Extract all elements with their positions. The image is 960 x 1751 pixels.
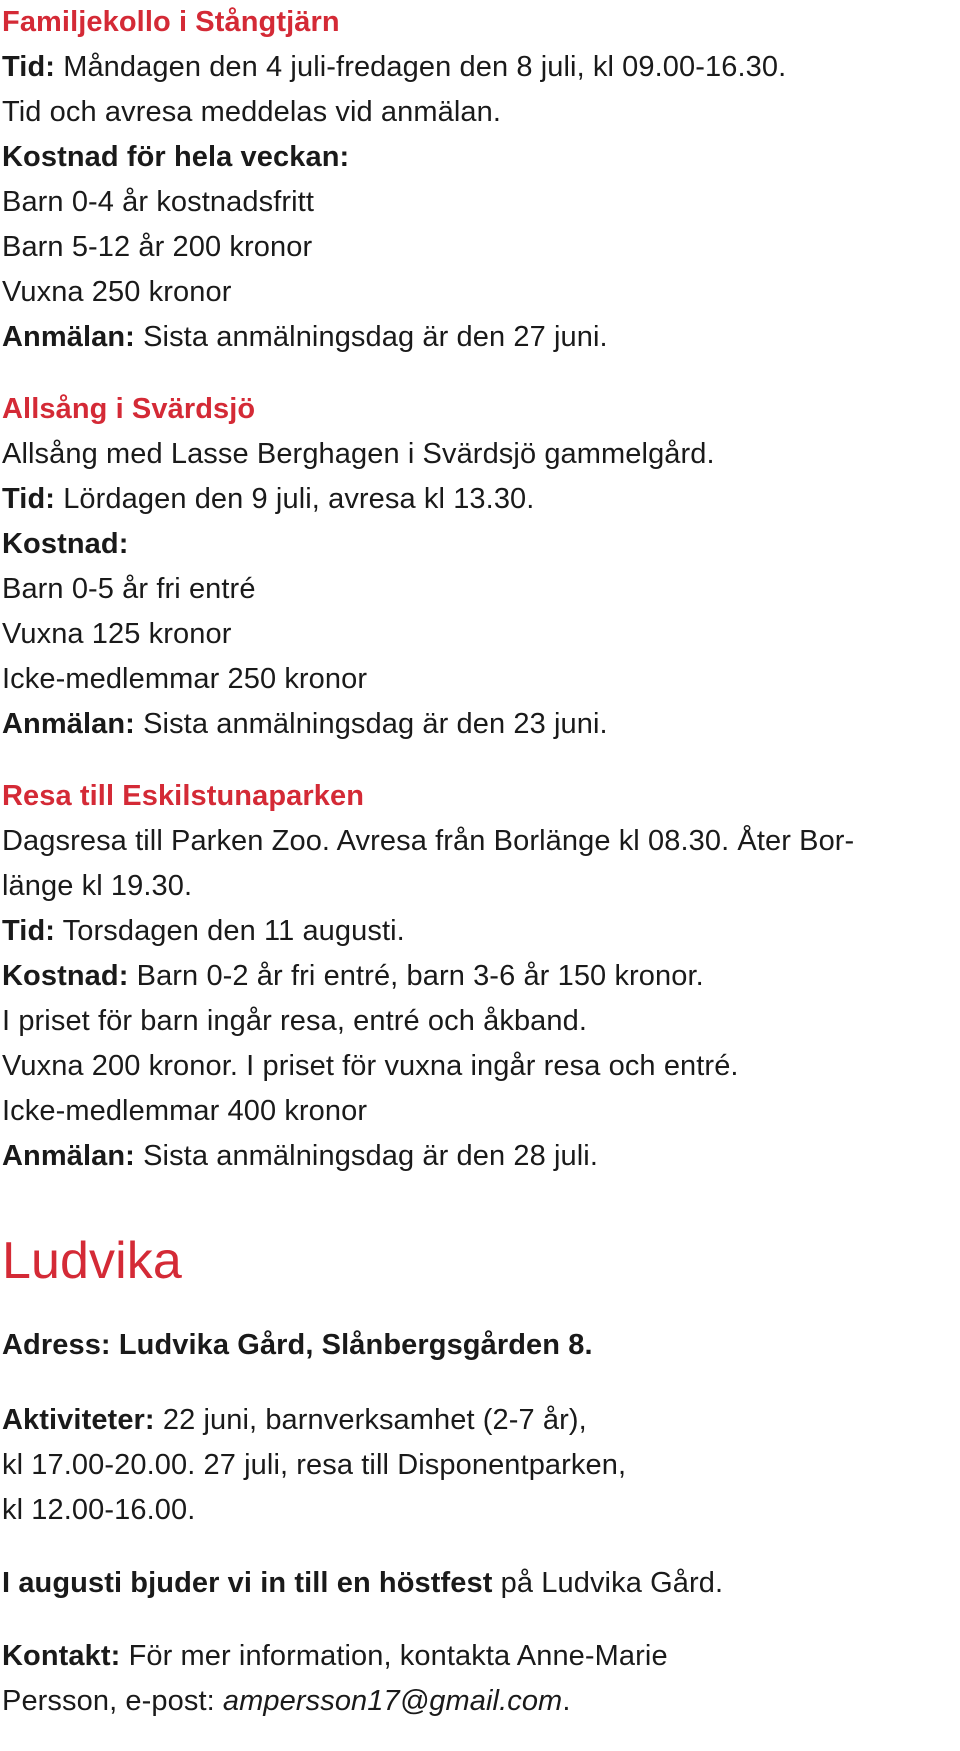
- section-heading-familjekollo: Familjekollo i Stångtjärn: [2, 6, 340, 38]
- aktiviteter-label: Aktiviteter:: [2, 1404, 155, 1436]
- cost-heading: Kostnad för hela veckan:: [2, 141, 350, 173]
- text-line: kl 17.00-20.00. 27 juli, resa till Disponentparken,: [2, 1449, 627, 1481]
- address-line: Adress: Ludvika Gård, Slånbergsgården 8.: [2, 1329, 593, 1361]
- cost-label: Kostnad:: [2, 960, 129, 992]
- anmalan-text: Sista anmälningsdag är den 23 juni.: [134, 708, 608, 740]
- kontakt-end: .: [562, 1685, 571, 1717]
- section-heading-allsang: Allsång i Svärdsjö: [2, 393, 256, 425]
- anmalan-label: Anmälan:: [2, 321, 135, 353]
- cost-item: Barn 0-5 år fri entré: [2, 573, 256, 605]
- section-heading-eskilstunaparken: Resa till Eskilstunaparken: [2, 780, 365, 812]
- cost-item: Barn 5-12 år 200 kronor: [2, 231, 313, 263]
- ludvika-title: Ludvika: [2, 1232, 182, 1290]
- anmalan-text: Sista anmälningsdag är den 27 juni.: [134, 321, 608, 353]
- cost-line: [2, 954, 952, 999]
- cost-item: Icke-medlemmar 250 kronor: [2, 663, 368, 695]
- anmalan-line: [2, 315, 952, 360]
- kontakt-email-line: [2, 1679, 952, 1724]
- cost-item: Vuxna 125 kronor: [2, 618, 232, 650]
- anmalan-label: Anmälan:: [2, 1140, 135, 1172]
- text-line: I priset för barn ingår resa, entré och åkband.: [2, 1005, 588, 1037]
- hostfest-text: på Ludvika Gård.: [492, 1567, 724, 1599]
- cost-item: Vuxna 250 kronor: [2, 276, 232, 308]
- tid-line: [2, 45, 952, 90]
- text-line: kl 12.00-16.00.: [2, 1494, 196, 1526]
- aktiviteter-text: 22 juni, barnverksamhet (2-7 år),: [154, 1404, 587, 1436]
- cost-heading: Kostnad:: [2, 528, 129, 560]
- text-line: Vuxna 200 kronor. I priset för vuxna ingår resa och entré.: [2, 1050, 739, 1082]
- text-line: Dagsresa till Parken Zoo. Avresa från Borlänge kl 08.30. Åter Bor-: [2, 825, 855, 857]
- tid-label: Tid:: [2, 915, 56, 947]
- text-line: Allsång med Lasse Berghagen i Svärdsjö gammelgård.: [2, 438, 715, 470]
- kontakt-label: Kontakt:: [2, 1640, 121, 1672]
- text-line: Icke-medlemmar 400 kronor: [2, 1095, 368, 1127]
- tid-text: Måndagen den 4 juli-fredagen den 8 juli, kl 09.00-16.30.: [55, 51, 787, 83]
- kontakt-text: För mer information, kontakta Anne-Marie: [120, 1640, 668, 1672]
- hostfest-line: [2, 1561, 952, 1606]
- tid-text: Lördagen den 9 juli, avresa kl 13.30.: [55, 483, 535, 515]
- kontakt-text: Persson, e-post:: [2, 1685, 223, 1717]
- tid-line: [2, 477, 952, 522]
- cost-item: Barn 0-4 år kostnadsfritt: [2, 186, 314, 218]
- anmalan-label: Anmälan:: [2, 708, 135, 740]
- anmalan-text: Sista anmälningsdag är den 28 juli.: [134, 1140, 598, 1172]
- anmalan-line: [2, 702, 952, 747]
- cost-text: Barn 0-2 år fri entré, barn 3-6 år 150 kronor.: [128, 960, 704, 992]
- tid-label: Tid:: [2, 51, 56, 83]
- tid-text: Torsdagen den 11 augusti.: [55, 915, 405, 947]
- anmalan-line: [2, 1134, 952, 1179]
- email-link[interactable]: ampersson17@gmail.com: [222, 1685, 563, 1717]
- tid-line: [2, 909, 952, 954]
- tid-label: Tid:: [2, 483, 56, 515]
- text-line: länge kl 19.30.: [2, 870, 193, 902]
- kontakt-line: [2, 1634, 952, 1679]
- aktiviteter-line: [2, 1398, 952, 1443]
- text-line: Tid och avresa meddelas vid anmälan.: [2, 96, 502, 128]
- hostfest-bold: I augusti bjuder vi in till en höstfest: [2, 1567, 493, 1599]
- document-page: [2, 0, 952, 1724]
